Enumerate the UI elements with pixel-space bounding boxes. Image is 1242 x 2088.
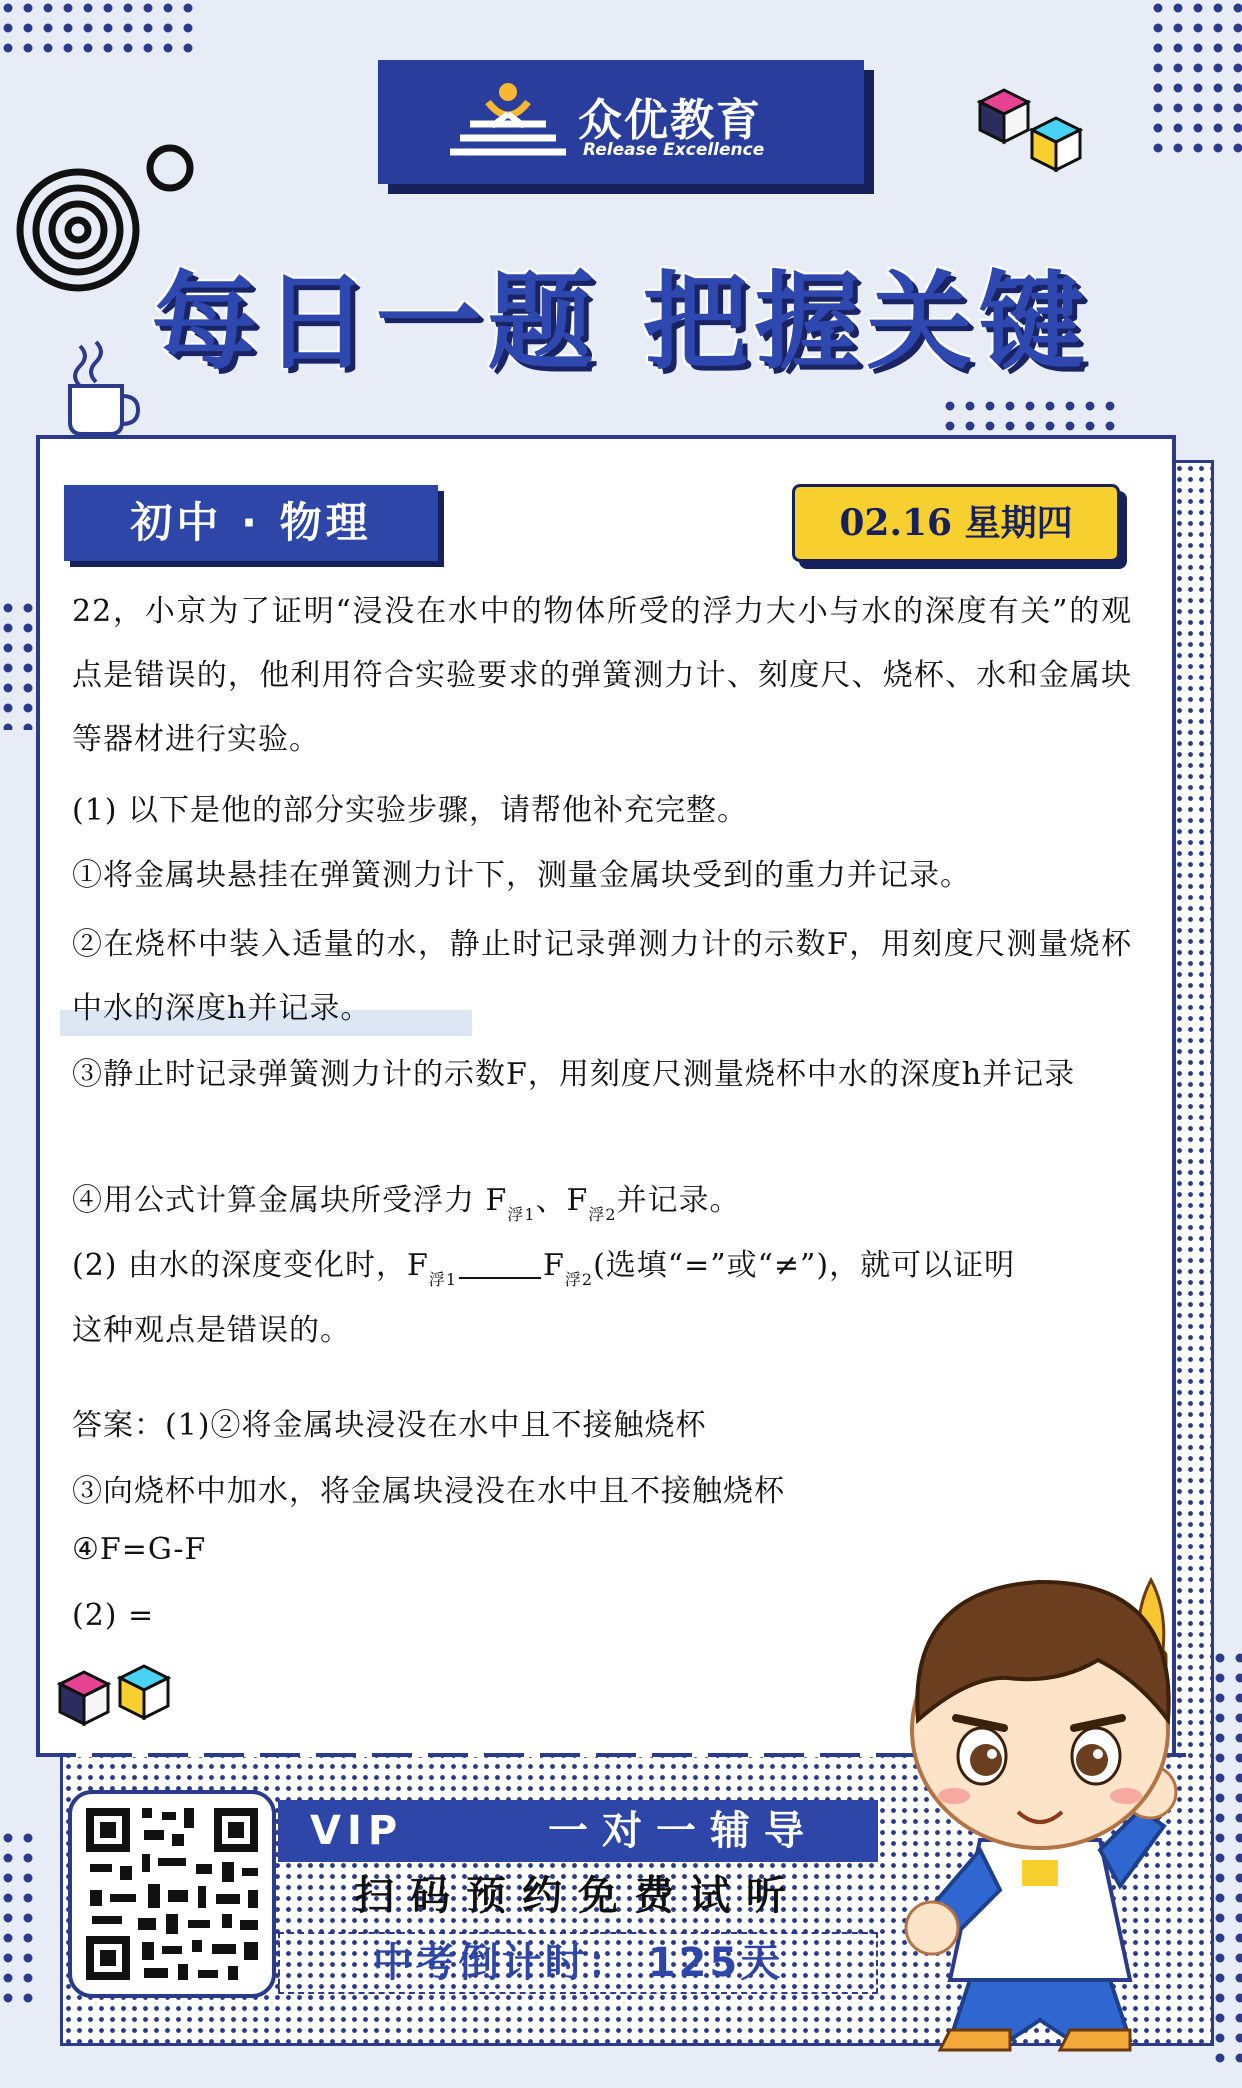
answer-line4: (2) = xyxy=(72,1598,155,1633)
question-part1: (1) 以下是他的部分实验步骤，请帮他补充完整。 xyxy=(72,793,749,828)
dot-pattern-top-right xyxy=(1150,0,1242,160)
dot-pattern-top-left xyxy=(0,0,200,60)
question-intro: 22，小京为了证明“浸没在水中的物体所受的浮力大小与水的深度有关”的观点是错误的，他利用符合实验要求的弹簧测力计、刻度尺、烧杯、水和金属块等器材进行实验。 xyxy=(72,594,1132,757)
vip-tutoring-label: 一对一辅导 xyxy=(548,1808,818,1854)
question-step2: ②在烧杯中装入适量的水，静止时记录弹测力计的示数F，用刻度尺测量烧杯中水的深度h并记录。 xyxy=(72,927,1132,1026)
date-badge: 02.16 星期四 xyxy=(792,484,1120,562)
subject-tag: 初中 · 物理 xyxy=(64,485,438,561)
question-step4: ④用公式计算金属块所受浮力 $F_{浮1}$、$F_{浮2}$并记录。 xyxy=(72,1183,741,1224)
color-cubes-icon xyxy=(970,86,1090,182)
vip-banner xyxy=(278,1800,878,1862)
vip-label: VIP xyxy=(310,1808,404,1854)
answer-blank xyxy=(459,1277,541,1279)
question-step1: ①将金属块悬挂在弹簧测力计下，测量金属块受到的重力并记录。 xyxy=(72,858,971,893)
answer-line1: 答案：(1)②将金属块浸没在水中且不接触烧杯 xyxy=(72,1408,707,1443)
brand-name: 众优教育 xyxy=(578,95,762,146)
small-cubes-icon xyxy=(56,1664,186,1740)
brand-logo-icon xyxy=(448,78,568,168)
question-part2-line2: 这种观点是错误的。 xyxy=(72,1313,351,1348)
qr-code[interactable] xyxy=(68,1790,276,1998)
dot-pattern-bottom-right xyxy=(1212,1650,1242,2070)
dot-pattern-bottom-left xyxy=(0,1830,34,2010)
qr-code-icon xyxy=(72,1794,272,1994)
exam-countdown: 中考倒计时： 125天 xyxy=(278,1932,878,1994)
student-mascot-illustration xyxy=(870,1560,1200,2060)
brand-logo-banner xyxy=(378,60,864,184)
brand-tagline: Release Excellence xyxy=(583,140,765,160)
dot-pattern-left xyxy=(0,600,34,730)
answer-line3: ④F=G-F xyxy=(72,1532,207,1567)
page-headline: 每日一题 把握关键 xyxy=(151,261,1091,384)
question-part2: (2) 由水的深度变化时，$F_{浮1}$ $F_{浮2}$(选填“=”或“≠”)，就可以证明 xyxy=(72,1248,1016,1289)
free-trial-text: 扫码预约免费试听 xyxy=(354,1873,802,1919)
answer-line2: ③向烧杯中加水，将金属块浸没在水中且不接触烧杯 xyxy=(72,1474,785,1509)
dot-pattern-under-headline xyxy=(942,398,1122,438)
question-step3: ③静止时记录弹簧测力计的示数F，用刻度尺测量烧杯中水的深度h并记录 xyxy=(72,1057,1076,1092)
